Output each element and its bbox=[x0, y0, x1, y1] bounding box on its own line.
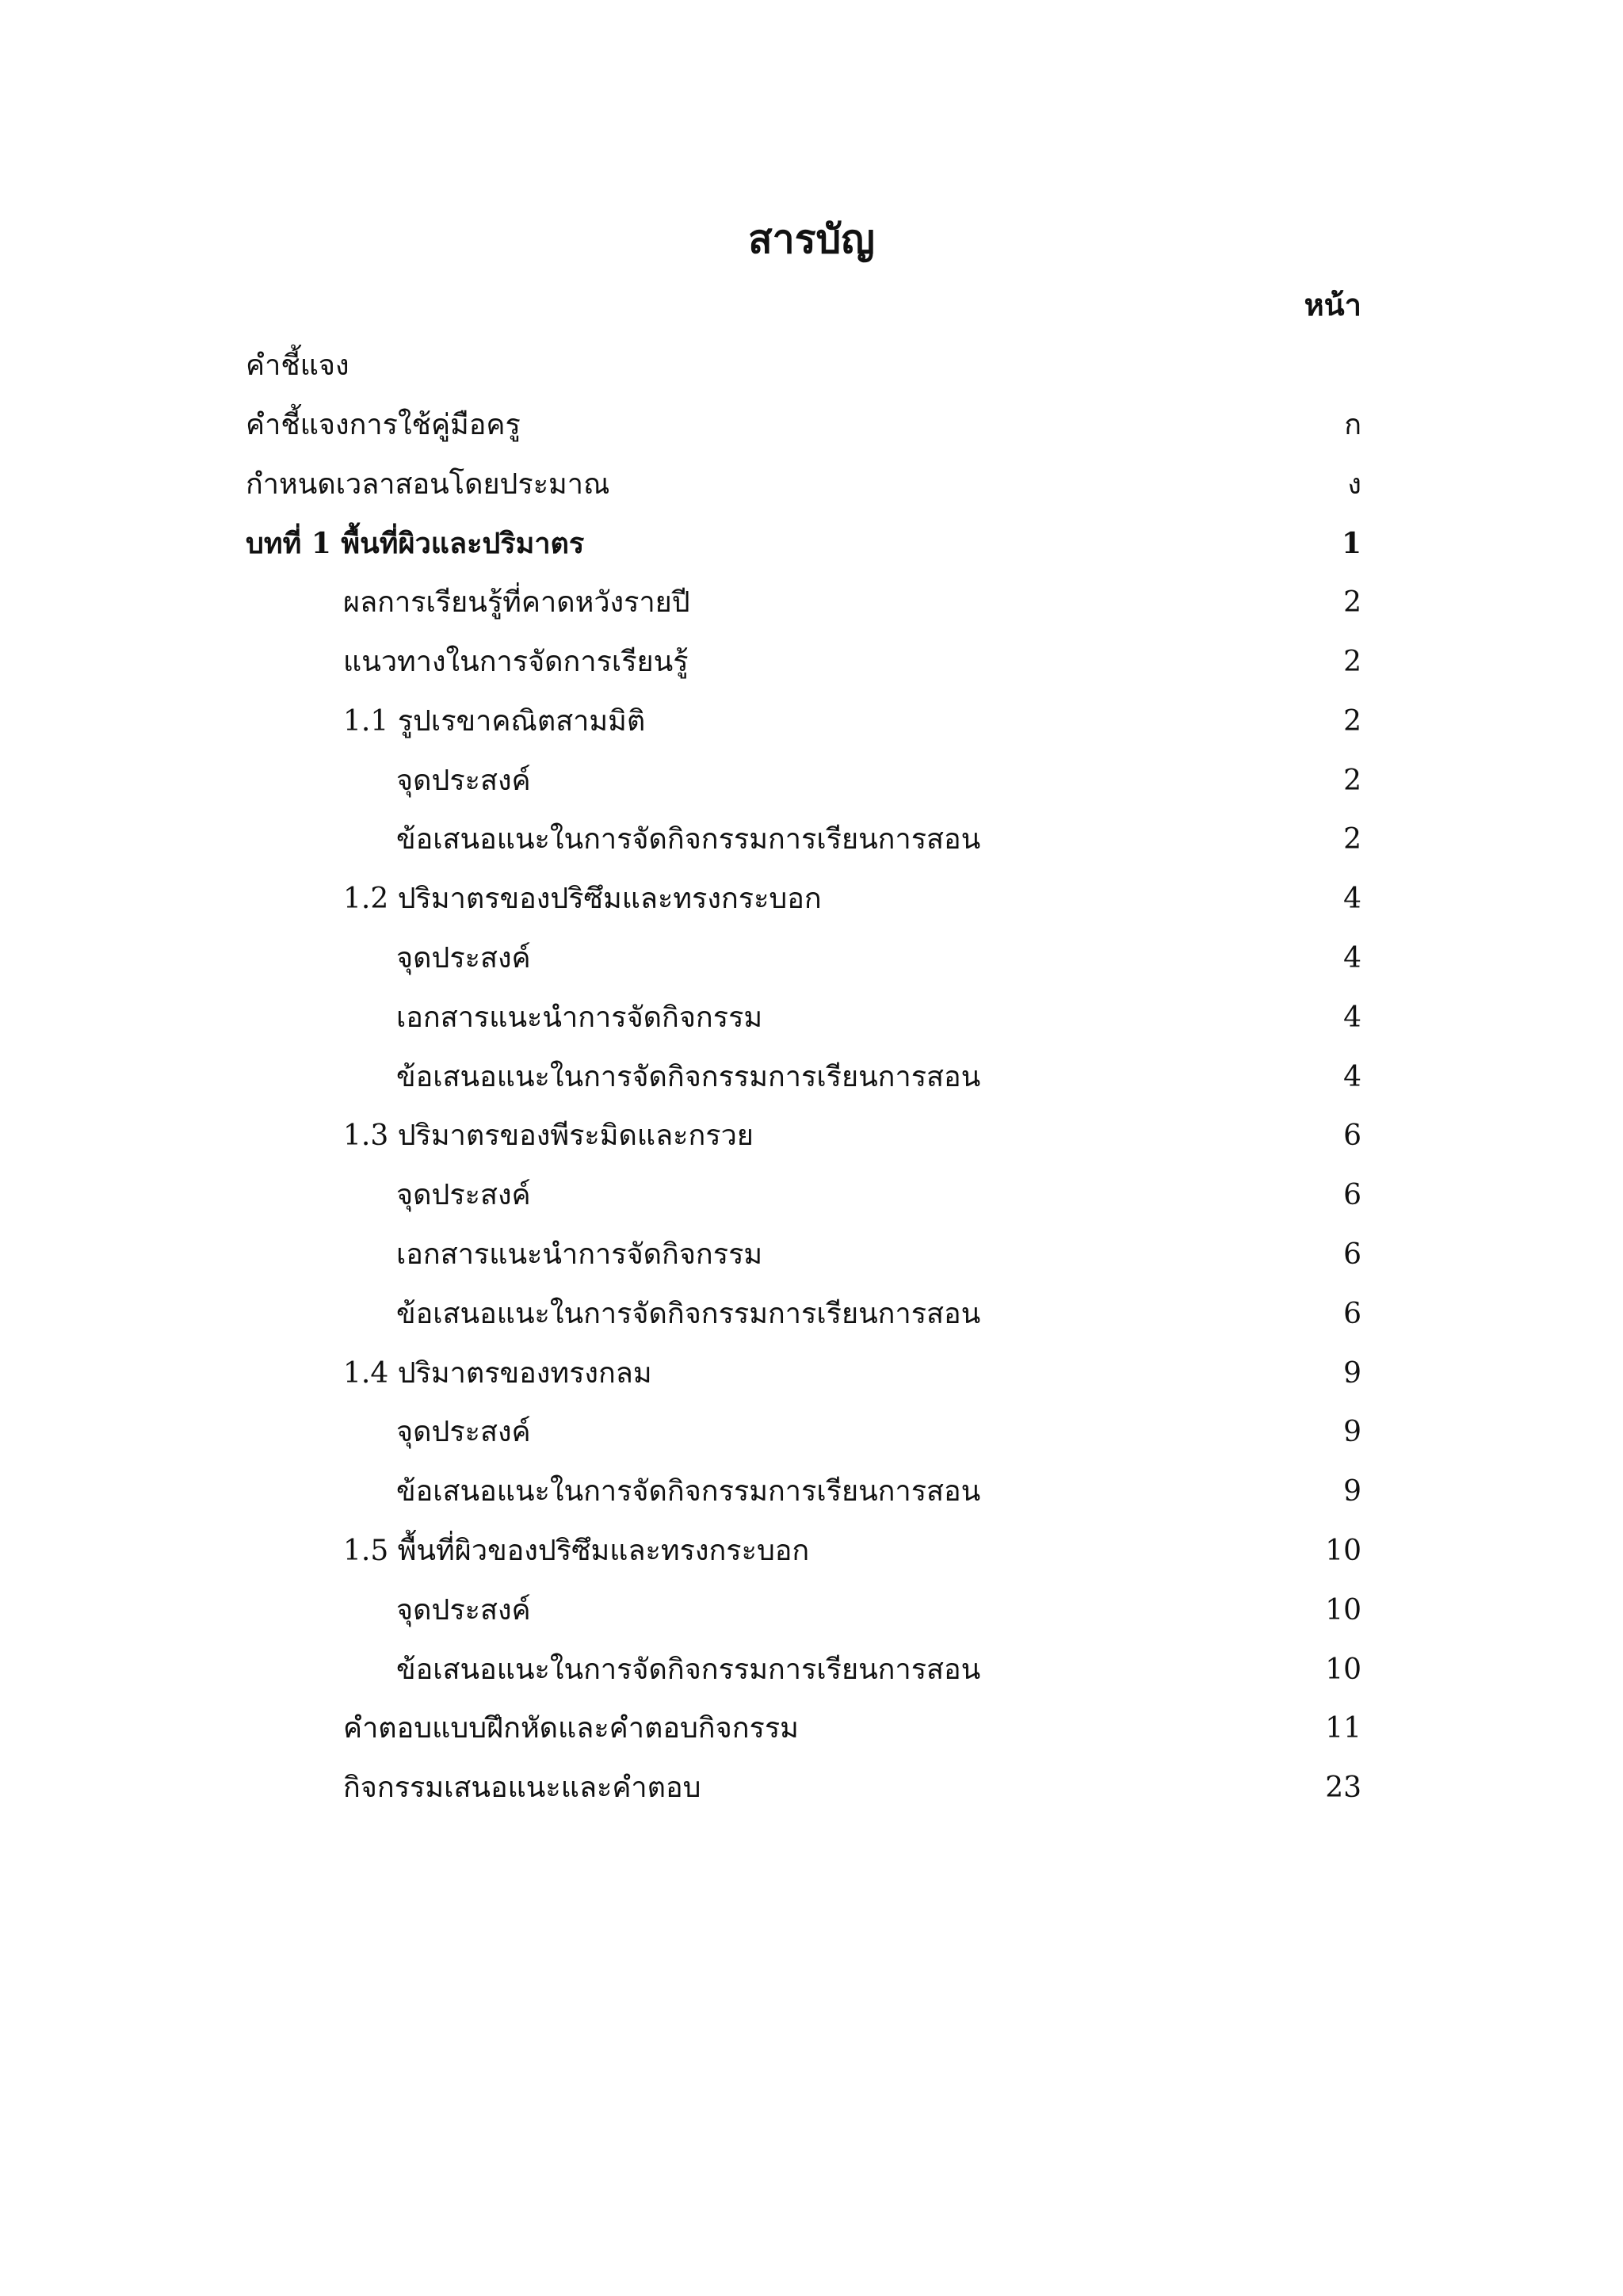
toc-item-page: 10 bbox=[1325, 1593, 1361, 1627]
toc-item-title: เอกสารแนะนำการจัดกิจกรรม bbox=[396, 1001, 763, 1034]
toc-item-page: 11 bbox=[1325, 1712, 1361, 1745]
toc-subitem bbox=[0, 1463, 1623, 1522]
toc-item-page: 10 bbox=[1325, 1534, 1361, 1567]
toc-item-title: ข้อเสนอแนะในการจัดกิจกรรมการเรียนการสอน bbox=[396, 1297, 981, 1330]
toc-item-page: 9 bbox=[1343, 1475, 1361, 1508]
toc-item-title: 1.3 ปริมาตรของพีระมิดและกรวย bbox=[343, 1119, 754, 1153]
toc-item-title: กำหนดเวลาสอนโดยประมาณ bbox=[246, 467, 610, 501]
toc-item-title: เอกสารแนะนำการจัดกิจกรรม bbox=[396, 1238, 763, 1271]
toc-item bbox=[0, 574, 1623, 633]
toc-item bbox=[0, 337, 1623, 396]
toc-section-item bbox=[0, 1344, 1623, 1404]
toc-item-title: 1.1 รูปเรขาคณิตสามมิติ bbox=[343, 704, 646, 738]
toc-item-page: 2 bbox=[1343, 823, 1361, 856]
toc-item-page: 4 bbox=[1343, 1001, 1361, 1034]
toc-section-item bbox=[0, 870, 1623, 929]
toc-section-item bbox=[0, 692, 1623, 752]
toc-item-page: 6 bbox=[1343, 1119, 1361, 1153]
toc-item-title: คำตอบแบบฝึกหัดและคำตอบกิจกรรม bbox=[343, 1712, 799, 1745]
toc-subitem bbox=[0, 752, 1623, 811]
toc-subitem bbox=[0, 1641, 1623, 1700]
toc-item-title: จุดประสงค์ bbox=[396, 1593, 531, 1627]
toc-item-title: คำชี้แจงการใช้คู่มือครู bbox=[246, 408, 521, 441]
toc-item-title: จุดประสงค์ bbox=[396, 764, 531, 797]
toc-subitem bbox=[0, 929, 1623, 989]
toc-item-title: จุดประสงค์ bbox=[396, 941, 531, 974]
toc-subitem bbox=[0, 1581, 1623, 1641]
toc-item-page: 6 bbox=[1343, 1238, 1361, 1271]
toc-subitem bbox=[0, 810, 1623, 870]
toc-item-page: 4 bbox=[1343, 883, 1361, 916]
toc-item-page: 4 bbox=[1343, 941, 1361, 974]
toc-section-item bbox=[0, 1522, 1623, 1581]
toc-item-page: 4 bbox=[1343, 1060, 1361, 1093]
toc-item-title: 1.4 ปริมาตรของทรงกลม bbox=[343, 1356, 652, 1390]
toc-item bbox=[0, 456, 1623, 515]
toc-subitem bbox=[0, 1166, 1623, 1226]
toc-item-page: 2 bbox=[1343, 645, 1361, 678]
toc-subitem bbox=[0, 1226, 1623, 1285]
toc-item-page: 1 bbox=[1341, 527, 1361, 561]
table-of-contents bbox=[0, 337, 1623, 1818]
toc-item-title: คำชี้แจง bbox=[246, 349, 349, 382]
toc-item bbox=[0, 1759, 1623, 1818]
toc-item-title: จุดประสงค์ bbox=[396, 1416, 531, 1449]
toc-item-title: จุดประสงค์ bbox=[396, 1179, 531, 1212]
toc-item-page: 2 bbox=[1343, 764, 1361, 797]
toc-item-page: 2 bbox=[1343, 704, 1361, 738]
toc-item bbox=[0, 396, 1623, 456]
toc-subitem bbox=[0, 989, 1623, 1048]
toc-item-title: ข้อเสนอแนะในการจัดกิจกรรมการเรียนการสอน bbox=[396, 823, 981, 856]
toc-item-title: กิจกรรมเสนอแนะและคำตอบ bbox=[343, 1772, 701, 1805]
toc-item bbox=[0, 633, 1623, 692]
toc-item-page: 2 bbox=[1343, 586, 1361, 620]
toc-item-title: ผลการเรียนรู้ที่คาดหวังรายปี bbox=[343, 586, 690, 620]
toc-section-item bbox=[0, 1107, 1623, 1166]
toc-chapter-heading bbox=[0, 514, 1623, 574]
toc-item-page: 6 bbox=[1343, 1179, 1361, 1212]
page-title: สารบัญ bbox=[748, 215, 875, 262]
toc-item-title: 1.5 พื้นที่ผิวของปริซึมและทรงกระบอก bbox=[343, 1534, 810, 1567]
toc-item-page: ง bbox=[1347, 467, 1361, 501]
toc-item bbox=[0, 1699, 1623, 1759]
toc-subitem bbox=[0, 1285, 1623, 1344]
toc-subitem bbox=[0, 1403, 1623, 1463]
toc-item-page: ก bbox=[1344, 408, 1361, 441]
toc-item-title: ข้อเสนอแนะในการจัดกิจกรรมการเรียนการสอน bbox=[396, 1653, 981, 1686]
toc-item-page: 9 bbox=[1343, 1416, 1361, 1449]
toc-item-page: 6 bbox=[1343, 1297, 1361, 1330]
toc-item-page: 9 bbox=[1343, 1356, 1361, 1390]
toc-item-title: ข้อเสนอแนะในการจัดกิจกรรมการเรียนการสอน bbox=[396, 1060, 981, 1093]
toc-subitem bbox=[0, 1048, 1623, 1108]
toc-item-page: 23 bbox=[1325, 1772, 1361, 1805]
toc-item-title: ข้อเสนอแนะในการจัดกิจกรรมการเรียนการสอน bbox=[396, 1475, 981, 1508]
toc-item-title: บทที่ 1 พื้นที่ผิวและปริมาตร bbox=[246, 527, 585, 561]
page-number-column-header: หน้า bbox=[1304, 287, 1361, 322]
toc-item-page: 10 bbox=[1325, 1653, 1361, 1686]
toc-item-title: 1.2 ปริมาตรของปริซึมและทรงกระบอก bbox=[343, 883, 822, 916]
toc-item-title: แนวทางในการจัดการเรียนรู้ bbox=[343, 645, 689, 678]
